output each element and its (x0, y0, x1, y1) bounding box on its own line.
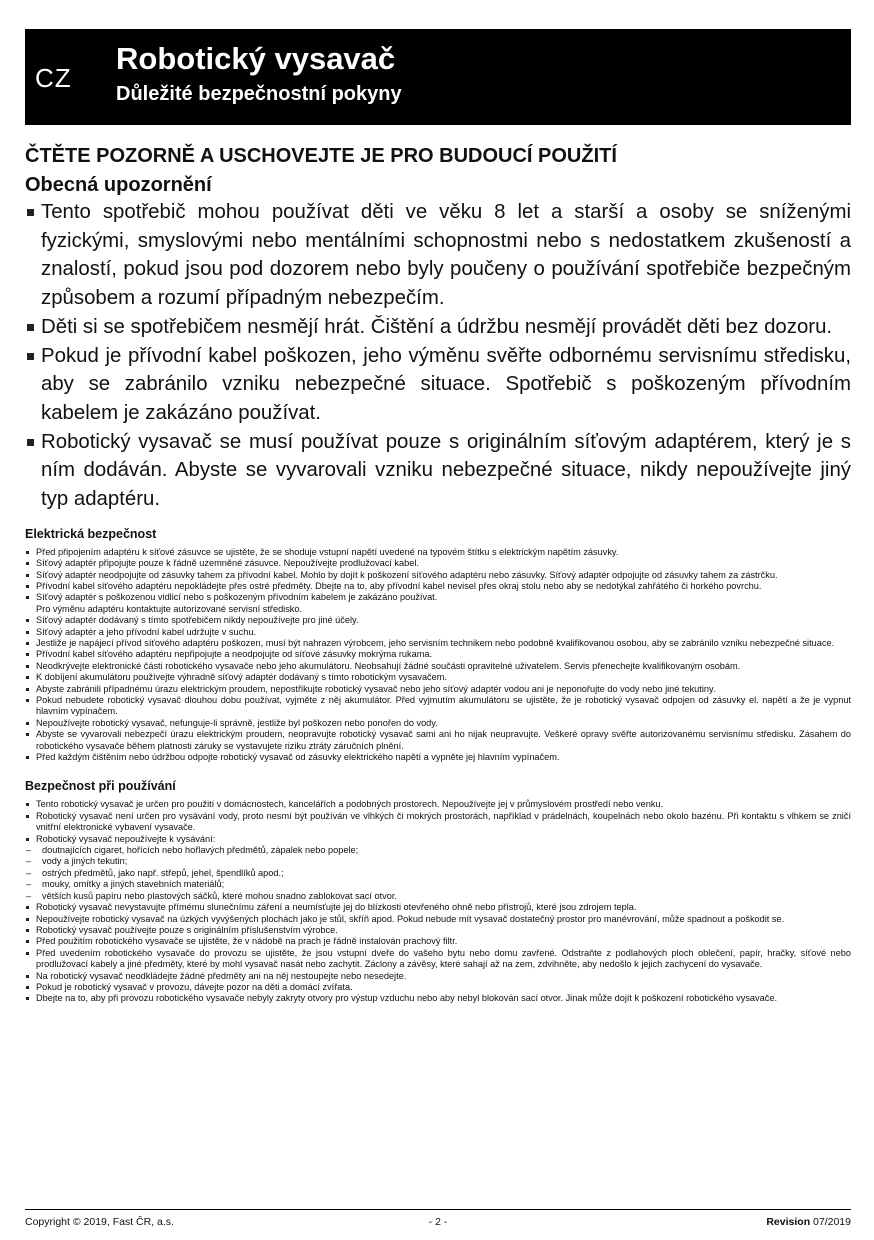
page-number: - 2 - (428, 1216, 448, 1228)
list-item: Nepoužívejte robotický vysavač na úzkých vyvýšených plochách jako je stůl, skříň apod. Pokud nebude mít vysavač dostatečný prostor pro manévrování, může spadnout a poškodit se. (25, 914, 851, 925)
sub-list-item: – mouky, omítky a jiných stavebních materiálů; (25, 879, 851, 890)
list-item: K dobíjení akumulátoru používejte výhradně síťový adaptér dodávaný s tímto robotickým vysavačem. (25, 672, 851, 683)
content (25, 143, 851, 1005)
copyright: Copyright © 2019, Fast ČR, a.s. (25, 1216, 174, 1228)
list-item: Tento robotický vysavač je určen pro použití v domácnostech, kancelářích a podobných prostorech. Nepoužívejte jej v průmyslovém prostředí nebo venku. (25, 799, 851, 810)
general-warnings-list (25, 198, 851, 514)
list-item: Síťový adaptér neodpojujte od zásuvky tahem za přívodní kabel. Mohlo by dojít k poškození síťového adaptéru nebo zásuvky. Síťový adaptér odpojujte od zásuvky tahem za zástrčku. (25, 570, 851, 581)
list-item: Jestliže je napájecí přívod síťového adaptéru poškozen, musí být nahrazen výrobcem, jeho servisním technikem nebo podobně kvalifikovanou osobou, aby se zabránilo vzniku nebezpečné situace. (25, 638, 851, 649)
sub-list-item: – vody a jiných tekutin; (25, 856, 851, 867)
sub-list-item: – větších kusů papíru nebo plastových sáčků, které mohou snadno zablokovat sací otvor. (25, 891, 851, 902)
footer (25, 1209, 851, 1234)
list-item: Pokud nebudete robotický vysavač dlouhou dobu používat, vyjměte z něj akumulátor. Před vyjmutím akumulátoru se ujistěte, že je robotický vysavač odpojen od zásuvky el. napětí a že je vypnut hlavním vypínačem. (25, 695, 851, 718)
list-item: Robotický vysavač není určen pro vysávání vody, proto nesmí být používán ve vlhkých či mokrých prostorách, například v prádelnách, koupelnách nebo okolo bazénu. Při kontaktu s vlhkem se zničí vnitřní elektronické vybavení vysavače. (25, 811, 851, 834)
document-title: Robotický vysavač (116, 41, 396, 76)
list-item: Abyste se vyvarovali nebezpečí úrazu elektrickým proudem, neopravujte robotický vysavač sami ani ho nijak neupravujte. Veškeré opravy svěřte autorizovanému servisnímu středisku. Zásahem do robotického vysavače během platnosti záruky se vystavujete riziku ztráty záručních plnění. (25, 729, 851, 752)
list-item: Pokud je přívodní kabel poškozen, jeho výměnu svěřte odbornému servisnímu středisku, aby se zabránilo vzniku nebezpečné situace. Spotřebič s poškozeným přívodním kabelem je zakázáno používat. (25, 342, 851, 428)
list-item: Děti si se spotřebičem nesmějí hrát. Čištění a údržbu nesmějí provádět děti bez dozoru. (25, 313, 851, 342)
sub-list-item: – doutnajících cigaret, hořících nebo hořlavých předmětů, zápalek nebo popele; (25, 845, 851, 856)
revision-value: 07/2019 (813, 1216, 851, 1228)
list-item: Nepoužívejte robotický vysavač, nefunguje-li správně, jestliže byl poškozen nebo ponořen do vody. (25, 718, 851, 729)
list-item: Dbejte na to, aby při provozu robotického vysavače nebyly zakryty otvory pro výstup vzduchu nebo aby nebyl blokován sací otvor. Jinak může dojít k poškození robotického vysavače. (25, 993, 851, 1004)
list-item: Neodkrývejte elektronické části robotického vysavače nebo jeho akumulátoru. Neobsahují žádné součásti opravitelné uživatelem. Servis přenechejte kvalifikovaným osobám. (25, 661, 851, 672)
list-item: Před připojením adaptéru k síťové zásuvce se ujistěte, že se shoduje vstupní napětí uvedené na typovém štítku s elektrickým napětím zásuvky. (25, 547, 851, 558)
language-code: CZ (35, 63, 72, 93)
list-item: Před každým čištěním nebo údržbou odpojte robotický vysavač od zásuvky elektrického napětí a vypněte jej hlavním vypínačem. (25, 752, 851, 763)
sub-list-item: – ostrých předmětů, jako např. střepů, jehel, špendlíků apod.; (25, 868, 851, 879)
electrical-safety-heading: Elektrická bezpečnost (25, 526, 157, 541)
list-item: Pokud je robotický vysavač v provozu, dávejte pozor na děti a domácí zvířata. (25, 982, 851, 993)
list-item: Abyste zabránili případnému úrazu elektrickým proudem, nepostřikujte robotický vysavač nebo jeho síťový adaptér vodou ani je neponořujte do vody nebo jiné tekutiny. (25, 684, 851, 695)
header-titles (116, 41, 402, 106)
list-item: Síťový adaptér připojujte pouze k řádně uzemněné zásuvce. Nepoužívejte prodlužovací kabel. (25, 558, 851, 569)
list-item: Přívodní kabel síťového adaptéru nepřipojujte a neodpojujte od síťové zásuvky mokrýma rukama. (25, 649, 851, 660)
electrical-safety-list (25, 547, 851, 764)
list-item: Tento spotřebič mohou používat děti ve věku 8 let a starší a osoby se sníženými fyzickými, smyslovými nebo mentálními schopnostmi nebo s nedostatkem zkušeností a znalostí, pokud jsou pod dozorem nebo byly poučeny o používání spotřebiče bezpečným způsobem a rozumí případným nebezpečím. (25, 198, 851, 313)
list-item: Přívodní kabel síťového adaptéru nepokládejte přes ostré předměty. Dbejte na to, aby přívodní kabel nevisel přes okraj stolu nebo aby se nedotýkal zahřátého či horkého povrchu. (25, 581, 851, 592)
list-item: Síťový adaptér a jeho přívodní kabel udržujte v suchu. (25, 627, 851, 638)
usage-safety-list (25, 799, 851, 1004)
list-item: Síťový adaptér dodávaný s tímto spotřebičem nikdy nepoužívejte pro jiné účely. (25, 615, 851, 626)
general-warnings-heading: Obecná upozornění (25, 174, 212, 196)
list-item: Na robotický vysavač neodkládejte žádné předměty ani na něj nestoupejte nebo nesedejte. (25, 971, 851, 982)
header-bar (25, 29, 851, 125)
revision-label: Revision (766, 1216, 811, 1228)
list-item: Robotický vysavač se musí používat pouze s originálním síťovým adaptérem, který je s ním dodáván. Abyste se vyvarovali vzniku nebezpečné situace, nikdy nepoužívejte jiný typ adaptéru. (25, 428, 851, 514)
main-heading: ČTĚTE POZORNĚ A USCHOVEJTE JE PRO BUDOUCÍ POUŽITÍ (25, 145, 617, 167)
list-item: Před použitím robotického vysavače se ujistěte, že v nádobě na prach je řádně instalován prachový filtr. (25, 936, 851, 947)
list-item: Pro výměnu adaptéru kontaktujte autorizované servisní středisko. (36, 603, 303, 614)
list-item: Síťový adaptér s poškozenou vidlicí nebo s poškozeným přívodním kabelem je zakázáno používat. (25, 592, 851, 603)
list-item: Robotický vysavač nevystavujte přímému slunečnímu záření a neumísťujte jej do blízkosti otevřeného ohně nebo přístrojů, které jsou zdrojem tepla. (25, 902, 851, 913)
document-subtitle: Důležité bezpečnostní pokyny (116, 83, 402, 105)
list-item: Robotický vysavač nepoužívejte k vysávání: (25, 834, 851, 845)
revision (766, 1216, 851, 1228)
list-item: Před uvedením robotického vysavače do provozu se ujistěte, že jsou vstupní dveře do vašeho bytu nebo domu zavřené. Odstraňte z podlahových ploch oblečení, papír, hračky, síťové nebo prodlužovací kabely a jiné předměty, které by mohl vysavač nasát nebo zachytit. Záclony a závěsy, které sahají až na zem, zdvihněte, aby nedošlo k jejich zachycení do vysavače. (25, 948, 851, 971)
list-item: Robotický vysavač používejte pouze s originálním příslušenstvím výrobce. (25, 925, 851, 936)
usage-safety-heading: Bezpečnost při používání (25, 779, 176, 794)
